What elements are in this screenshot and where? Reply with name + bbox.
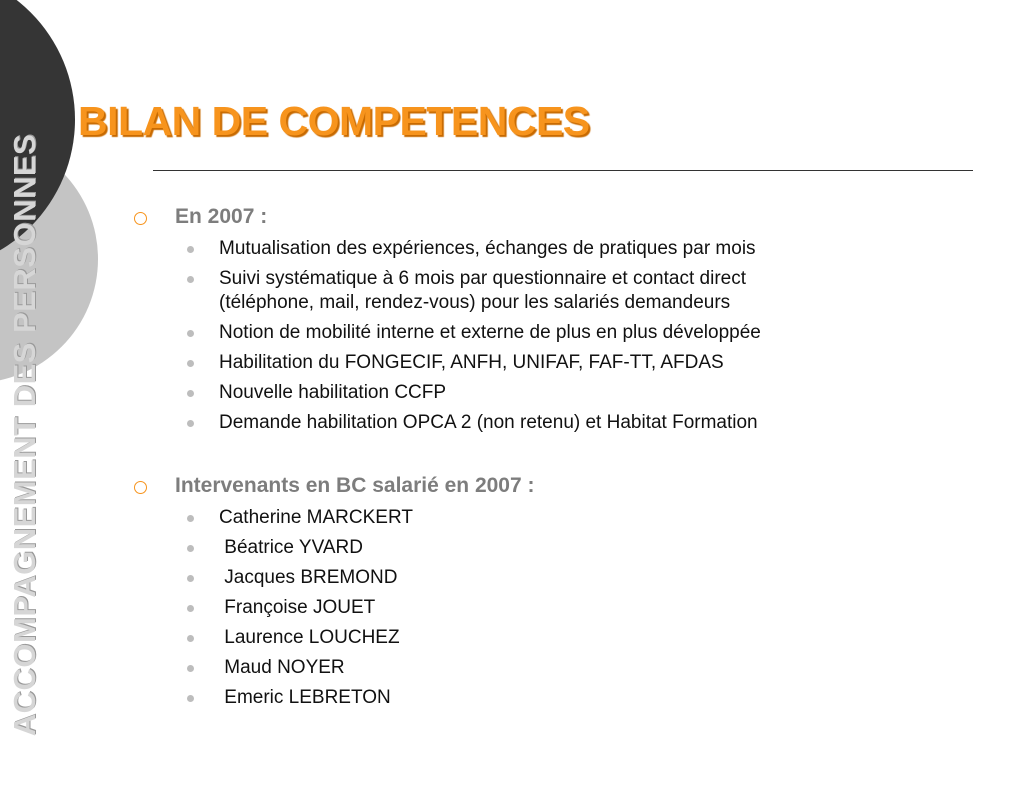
section-header: Intervenants en BC salarié en 2007 : (175, 474, 535, 497)
list-item: Catherine MARCKERT (219, 507, 413, 528)
side-vertical-label: ACCOMPAGNEMENT DES PERSONNES (7, 133, 42, 737)
list-item: Demande habilitation OPCA 2 (non retenu) et Habitat Formation (219, 412, 758, 433)
list-item: Mutualisation des expériences, échanges de pratiques par mois (219, 238, 756, 259)
list-item: Béatrice YVARD (219, 537, 363, 558)
bullet-dot-icon (187, 635, 194, 642)
bullet-dot-icon (187, 276, 194, 283)
list-item: Notion de mobilité interne et externe de plus en plus développée (219, 322, 761, 343)
section-bullet-icon (134, 212, 147, 225)
list-item: Nouvelle habilitation CCFP (219, 382, 447, 403)
section-header: En 2007 : (175, 205, 268, 228)
bullet-dot-icon (187, 545, 194, 552)
bullet-dot-icon (187, 360, 194, 367)
bullet-dot-icon (187, 665, 194, 672)
bullet-dot-icon (187, 330, 194, 337)
bullet-dot-icon (187, 420, 194, 427)
bullet-dot-icon (187, 515, 194, 522)
section-bullet-icon (134, 481, 147, 494)
list-item: Emeric LEBRETON (219, 687, 391, 708)
bullet-dot-icon (187, 246, 194, 253)
bullet-dot-icon (187, 575, 194, 582)
list-item: Maud NOYER (219, 657, 345, 678)
list-item-continuation: (téléphone, mail, rendez-vous) pour les salariés demandeurs (219, 292, 731, 313)
slide-title: BILAN DE COMPETENCES (78, 98, 590, 144)
bullet-dot-icon (187, 390, 194, 397)
bullet-dot-icon (187, 605, 194, 612)
bullet-dot-icon (187, 695, 194, 702)
list-item: Françoise JOUET (219, 597, 376, 618)
list-item: Laurence LOUCHEZ (219, 627, 400, 648)
list-item: Jacques BREMOND (219, 567, 398, 588)
list-item: Habilitation du FONGECIF, ANFH, UNIFAF, FAF-TT, AFDAS (219, 352, 724, 373)
title-underline (153, 170, 973, 171)
list-item: Suivi systématique à 6 mois par questionnaire et contact direct (219, 268, 746, 289)
